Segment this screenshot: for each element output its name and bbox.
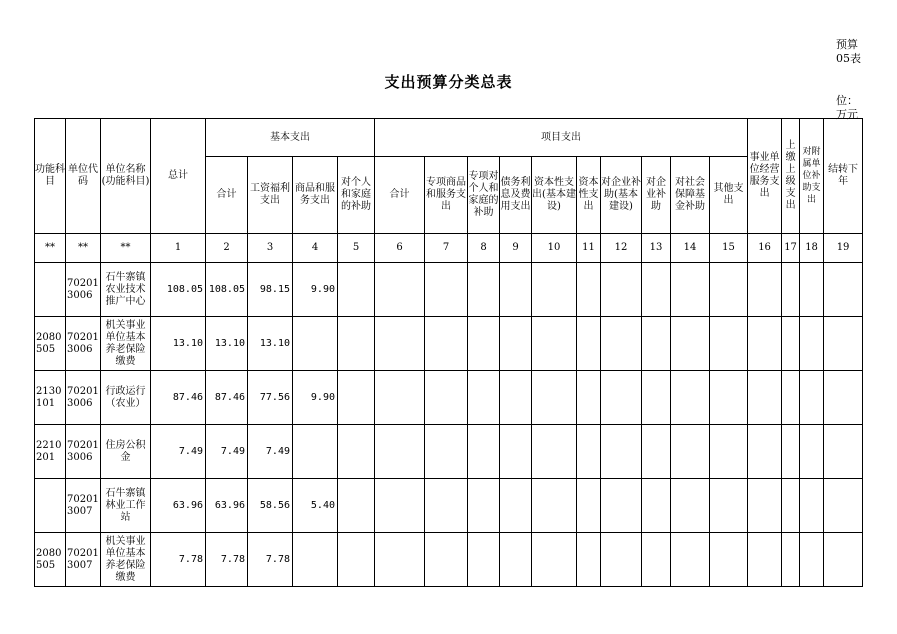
document-code (836, 38, 876, 66)
index-cell: 13 (642, 234, 671, 263)
empty-cell (500, 317, 532, 371)
header-row-1 (35, 119, 863, 157)
empty-cell (671, 479, 710, 533)
empty-cell (824, 425, 863, 479)
index-cell: 12 (601, 234, 642, 263)
func-code-cell: 2130101 (35, 371, 66, 425)
empty-cell (642, 479, 671, 533)
unit-code-cell: 702013007 (66, 479, 101, 533)
col-group-project: 项目支出 (375, 119, 748, 157)
empty-cell (748, 317, 782, 371)
empty-cell (800, 317, 824, 371)
empty-cell (375, 317, 425, 371)
empty-cell (800, 533, 824, 587)
unit-code-cell: 702013007 (66, 533, 101, 587)
index-cell: 3 (248, 234, 293, 263)
index-cell: 10 (532, 234, 577, 263)
empty-cell (710, 317, 748, 371)
total-cell: 13.10 (151, 317, 206, 371)
col-proj-social: 对社会保障基金补助 (671, 157, 710, 234)
empty-cell (782, 479, 800, 533)
col-basic-wage: 工资福利支出 (248, 157, 293, 234)
empty-cell (710, 425, 748, 479)
empty-cell (710, 479, 748, 533)
empty-cell (642, 533, 671, 587)
unit-code-cell: 702013006 (66, 263, 101, 317)
func-code-cell: 2210201 (35, 425, 66, 479)
empty-cell (577, 479, 601, 533)
unit-name-cell: 住房公积金 (101, 425, 151, 479)
empty-cell (500, 479, 532, 533)
empty-cell (782, 425, 800, 479)
col-basic-goods: 商品和服务支出 (293, 157, 338, 234)
empty-cell (601, 533, 642, 587)
empty-cell (468, 479, 500, 533)
unit-name-cell: 石牛寨镇农业技术推广中心 (101, 263, 151, 317)
col-unit-code: 单位代码 (66, 119, 101, 234)
basic-wage-cell: 7.49 (248, 425, 293, 479)
page-title: 支出预算分类总表 (384, 73, 513, 91)
empty-cell (824, 263, 863, 317)
empty-cell (671, 425, 710, 479)
index-cell: 6 (375, 234, 425, 263)
basic-sum-cell: 7.49 (206, 425, 248, 479)
empty-cell (375, 425, 425, 479)
empty-cell (375, 479, 425, 533)
unit-name-cell: 石牛寨镇林业工作站 (101, 479, 151, 533)
basic-wage-cell: 7.78 (248, 533, 293, 587)
col-biz-unit: 事业单位经营服务支出 (748, 119, 782, 234)
empty-cell (532, 371, 577, 425)
col-basic-personal: 对个人和家庭的补助 (338, 157, 375, 234)
empty-cell (710, 533, 748, 587)
index-cell: 14 (671, 234, 710, 263)
empty-cell (468, 425, 500, 479)
unit-code-cell: 702013006 (66, 371, 101, 425)
empty-cell (425, 317, 468, 371)
basic-personal-cell (338, 533, 375, 587)
empty-cell (748, 263, 782, 317)
basic-personal-cell (338, 479, 375, 533)
empty-cell (824, 479, 863, 533)
basic-goods-cell: 9.90 (293, 371, 338, 425)
col-proj-sum: 合计 (375, 157, 425, 234)
empty-cell (824, 317, 863, 371)
col-basic-sum: 合计 (206, 157, 248, 234)
empty-cell (577, 533, 601, 587)
empty-cell (500, 425, 532, 479)
unit-name-cell: 机关事业单位基本养老保险缴费 (101, 317, 151, 371)
unit-label-line2: 万元 (836, 108, 858, 121)
total-cell: 63.96 (151, 479, 206, 533)
empty-cell (601, 317, 642, 371)
empty-cell (375, 263, 425, 317)
empty-cell (468, 533, 500, 587)
table-row (35, 425, 863, 479)
empty-cell (532, 263, 577, 317)
col-unit-name: 单位名称(功能科目) (101, 119, 151, 234)
empty-cell (748, 533, 782, 587)
empty-cell (425, 533, 468, 587)
empty-cell (601, 263, 642, 317)
index-cell: 2 (206, 234, 248, 263)
empty-cell (577, 371, 601, 425)
index-cell: ** (66, 234, 101, 263)
func-code-cell: 2080505 (35, 317, 66, 371)
empty-cell (425, 263, 468, 317)
empty-cell (800, 263, 824, 317)
basic-sum-cell: 63.96 (206, 479, 248, 533)
empty-cell (642, 371, 671, 425)
index-cell: 4 (293, 234, 338, 263)
basic-wage-cell: 77.56 (248, 371, 293, 425)
budget-table (34, 118, 863, 587)
col-proj-debt: 债务利息及费用支出 (500, 157, 532, 234)
empty-cell (425, 371, 468, 425)
func-code-cell (35, 479, 66, 533)
total-cell: 108.05 (151, 263, 206, 317)
empty-cell (782, 263, 800, 317)
col-proj-other: 其他支出 (710, 157, 748, 234)
basic-goods-cell: 5.40 (293, 479, 338, 533)
empty-cell (601, 425, 642, 479)
empty-cell (577, 263, 601, 317)
unit-name-cell: 机关事业单位基本养老保险缴费 (101, 533, 151, 587)
index-cell: 16 (748, 234, 782, 263)
empty-cell (532, 479, 577, 533)
col-proj-personal: 专项对个人和家庭的补助 (468, 157, 500, 234)
empty-cell (824, 533, 863, 587)
empty-cell (782, 533, 800, 587)
empty-cell (468, 263, 500, 317)
basic-wage-cell: 98.15 (248, 263, 293, 317)
col-proj-capital-basic: 资本性支出(基本建设) (532, 157, 577, 234)
empty-cell (375, 533, 425, 587)
empty-cell (710, 263, 748, 317)
col-proj-ent: 对企业补助 (642, 157, 671, 234)
index-cell: ** (35, 234, 66, 263)
basic-sum-cell: 7.78 (206, 533, 248, 587)
basic-personal-cell (338, 371, 375, 425)
empty-cell (642, 317, 671, 371)
empty-cell (577, 317, 601, 371)
unit-label-line1: 位： (836, 94, 858, 107)
index-cell: 7 (425, 234, 468, 263)
total-cell: 87.46 (151, 371, 206, 425)
basic-sum-cell: 87.46 (206, 371, 248, 425)
empty-cell (782, 317, 800, 371)
table-row (35, 479, 863, 533)
empty-cell (800, 425, 824, 479)
empty-cell (642, 263, 671, 317)
index-cell: 11 (577, 234, 601, 263)
col-group-basic: 基本支出 (206, 119, 375, 157)
basic-goods-cell (293, 425, 338, 479)
table-row (35, 317, 863, 371)
empty-cell (748, 425, 782, 479)
empty-cell (748, 371, 782, 425)
index-cell: 17 (782, 234, 800, 263)
empty-cell (748, 479, 782, 533)
basic-personal-cell (338, 317, 375, 371)
unit-code-cell: 702013006 (66, 317, 101, 371)
empty-cell (375, 371, 425, 425)
empty-cell (500, 533, 532, 587)
table-row (35, 533, 863, 587)
index-row (35, 234, 863, 263)
basic-goods-cell: 9.90 (293, 263, 338, 317)
basic-sum-cell: 13.10 (206, 317, 248, 371)
unit-code-cell: 702013006 (66, 425, 101, 479)
document-code-line1: 预算 (836, 38, 858, 51)
basic-sum-cell: 108.05 (206, 263, 248, 317)
col-subsidiary: 对附属单位补助支出 (800, 119, 824, 234)
empty-cell (671, 263, 710, 317)
basic-personal-cell (338, 425, 375, 479)
basic-personal-cell (338, 263, 375, 317)
col-carryover: 结转下年 (824, 119, 863, 234)
empty-cell (642, 425, 671, 479)
table-row (35, 371, 863, 425)
empty-cell (782, 371, 800, 425)
basic-wage-cell: 58.56 (248, 479, 293, 533)
index-cell: 15 (710, 234, 748, 263)
index-cell: 19 (824, 234, 863, 263)
empty-cell (468, 317, 500, 371)
empty-cell (800, 371, 824, 425)
empty-cell (468, 371, 500, 425)
document-code-line2: 05表 (836, 52, 861, 65)
table-body (35, 263, 863, 587)
empty-cell (601, 371, 642, 425)
empty-cell (671, 317, 710, 371)
empty-cell (532, 317, 577, 371)
empty-cell (824, 371, 863, 425)
basic-wage-cell: 13.10 (248, 317, 293, 371)
empty-cell (532, 425, 577, 479)
empty-cell (425, 425, 468, 479)
table-row (35, 263, 863, 317)
empty-cell (577, 425, 601, 479)
col-proj-capital: 资本性支出 (577, 157, 601, 234)
empty-cell (500, 371, 532, 425)
index-cell: 18 (800, 234, 824, 263)
col-proj-ent-basic: 对企业补助(基本建设) (601, 157, 642, 234)
empty-cell (800, 479, 824, 533)
unit-name-cell: 行政运行（农业） (101, 371, 151, 425)
empty-cell (500, 263, 532, 317)
empty-cell (671, 533, 710, 587)
func-code-cell: 2080505 (35, 533, 66, 587)
total-cell: 7.49 (151, 425, 206, 479)
basic-goods-cell (293, 317, 338, 371)
col-total: 总计 (151, 119, 206, 234)
func-code-cell (35, 263, 66, 317)
index-cell: 5 (338, 234, 375, 263)
index-cell: ** (101, 234, 151, 263)
empty-cell (671, 371, 710, 425)
col-func-code: 功能科目 (35, 119, 66, 234)
basic-goods-cell (293, 533, 338, 587)
col-proj-goods: 专项商品和服务支出 (425, 157, 468, 234)
index-cell: 1 (151, 234, 206, 263)
empty-cell (532, 533, 577, 587)
col-superior: 上缴上级支出 (782, 119, 800, 234)
empty-cell (425, 479, 468, 533)
empty-cell (710, 371, 748, 425)
index-cell: 9 (500, 234, 532, 263)
index-cell: 8 (468, 234, 500, 263)
empty-cell (601, 479, 642, 533)
total-cell: 7.78 (151, 533, 206, 587)
